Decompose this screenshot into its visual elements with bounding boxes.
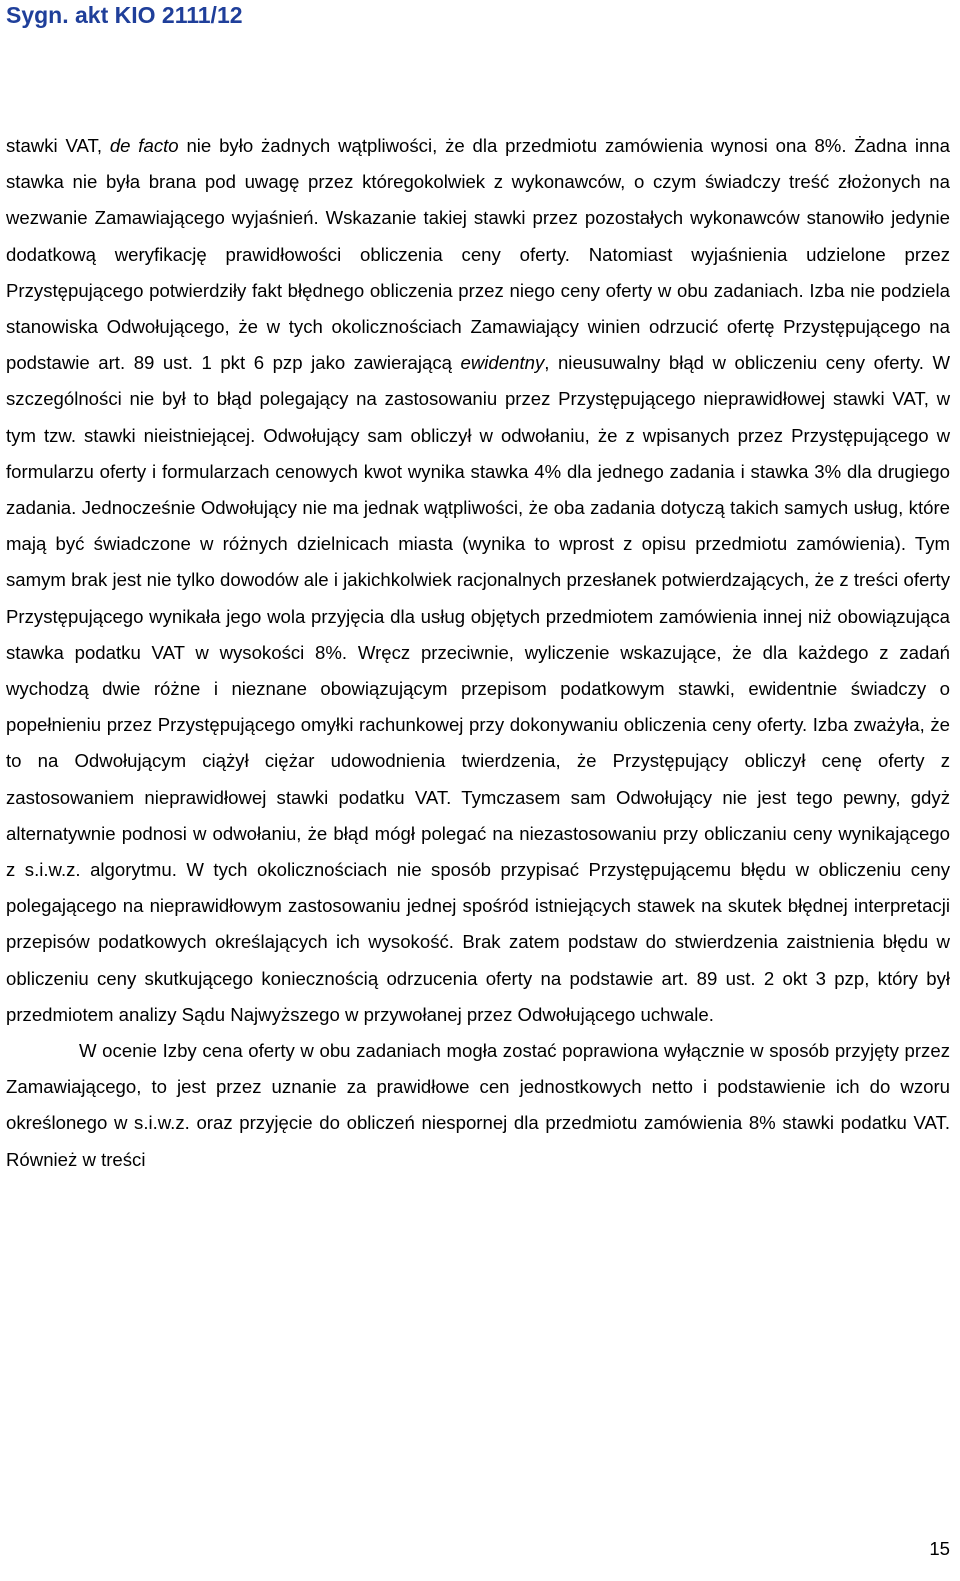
- document-body: [6, 128, 950, 1178]
- paragraph-1-part-1: stawki VAT,: [6, 135, 110, 156]
- case-number-header: Sygn. akt KIO 2111/12: [6, 2, 243, 28]
- page-number: 15: [929, 1538, 950, 1559]
- paragraph-1-part-2: nie było żadnych wątpliwości, że dla przedmiotu zamówienia wynosi ona 8%. Żadna inna stawka nie była brana pod uwagę przez któregokolwiek z wykonawców, o czym świadczy treść złożonych na wezwanie Zamawiającego wyjaśnień. Wskazanie takiej stawki przez pozostałych wykonawców stanowiło jedynie dodatkową weryfikację prawidłowości obliczenia ceny oferty. Natomiast wyjaśnienia udzielone przez Przystępującego potwierdziły fakt błędnego obliczenia przez niego ceny oferty w obu zadaniach. Izba nie podziela stanowiska Odwołującego, że w tych okolicznościach Zamawiający winien odrzucić ofertę Przystępującego na podstawie art. 89 ust. 1 pkt 6 pzp jako zawierającą: [6, 135, 950, 374]
- paragraph-1-part-3: , nieusuwalny błąd w obliczeniu ceny oferty. W szczególności nie był to błąd polegający na zastosowaniu przez Przystępującego nieprawidłowej stawki VAT, w tym tzw. stawki nieistniejącej. Odwołujący sam obliczył w odwołaniu, że z wpisanych przez Przystępującego w formularzu oferty i formularzach cenowych kwot wynika stawka 4% dla jednego zadania i stawka 3% dla drugiego zadania. Jednocześnie Odwołujący nie ma jednak wątpliwości, że oba zadania dotyczą takich samych usług, które mają być świadczone w różnych dzielnicach miasta (wynika to wprost z opisu przedmiotu zamówienia). Tym samym brak jest nie tylko dowodów ale i jakichkolwiek racjonalnych przesłanek potwierdzających, że z treści oferty Przystępującego wynikała jego wola przyjęcia dla usług objętych przedmiotem zamówienia innej niż obowiązująca stawka podatku VAT w wysokości 8%. Wręcz przeciwnie, wyliczenie wskazujące, że dla każdego z zadań wychodzą dwie różne i nieznane obowiązującym przepisom podatkowym stawki, ewidentnie świadczy o popełnieniu przez Przystępującego omyłki rachunkowej przy dokonywaniu obliczenia ceny oferty. Izba zważyła, że to na Odwołującym ciążył ciężar udowodnienia twierdzenia, że Przystępujący obliczył cenę oferty z zastosowaniem nieprawidłowej stawki podatku VAT. Tymczasem sam Odwołujący nie jest tego pewny, gdyż alternatywnie podnosi w odwołaniu, że błąd mógł polegać na niezastosowaniu przy obliczaniu ceny wynikającego z s.i.w.z. algorytmu. W tych okolicznościach nie sposób przypisać Przystępującemu błędu w obliczeniu ceny polegającego na nieprawidłowym zastosowaniu jednej spośród istniejących stawek na skutek błędnej interpretacji przepisów podatkowych określających ich wysokość. Brak zatem podstaw do stwierdzenia zaistnienia błędu w obliczeniu ceny skutkującego koniecznością odrzucenia oferty na podstawie art. 89 ust. 2 okt 3 pzp, który był przedmiotem analizy Sądu Najwyższego w przywołanej przez Odwołującego uchwale.: [6, 352, 950, 1025]
- paragraph-1-italic-1: de facto: [109, 135, 179, 156]
- paragraph-1: [6, 128, 950, 1033]
- paragraph-1-italic-2: ewidentny: [460, 352, 545, 374]
- paragraph-2: W ocenie Izby cena oferty w obu zadaniach mogła zostać poprawiona wyłącznie w sposób przyjęty przez Zamawiającego, to jest przez uznanie za prawidłowe cen jednostkowych netto i podstawienie ich do wzoru określonego w s.i.w.z. oraz przyjęcie do obliczeń niespornej dla przedmiotu zamówienia 8% stawki podatku VAT. Również w treści: [6, 1040, 950, 1170]
